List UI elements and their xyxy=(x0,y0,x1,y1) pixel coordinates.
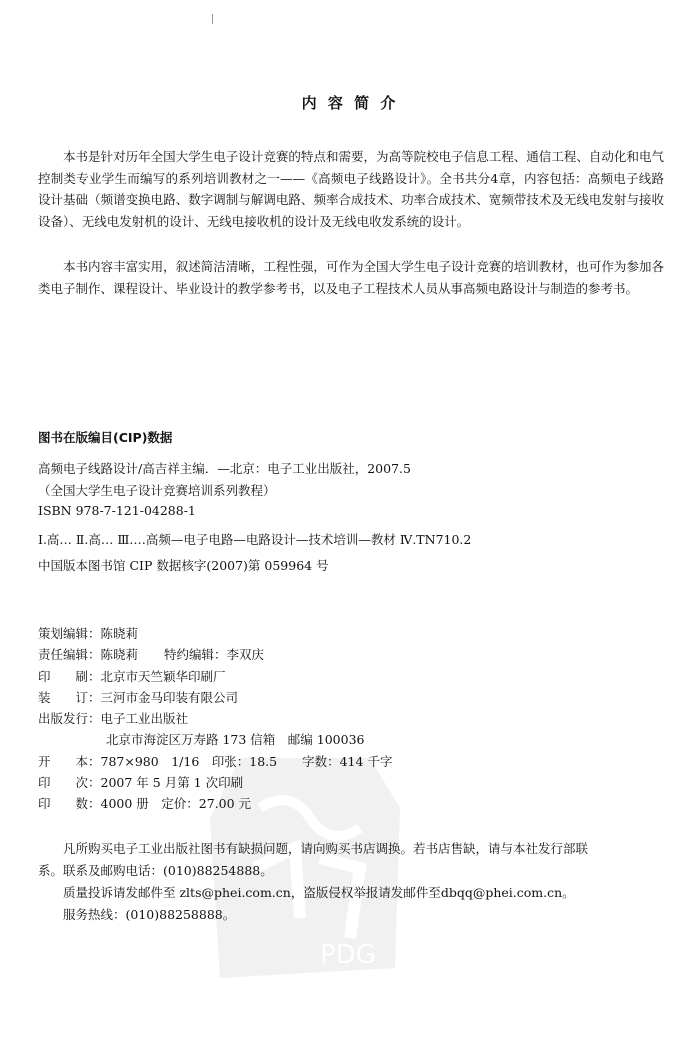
printing-label: 印 刷： xyxy=(38,668,101,684)
intro-paragraph-2: 本书内容丰富实用，叙述简洁清晰，工程性强，可作为全国大学生电子设计竞赛的培训教材，也可作为参加各类电子制作、课程设计、毕业设计的教学参考书，以及电子工程技术人员从事高频电路设计与制造的参考书。 xyxy=(38,259,664,296)
copies-label: 印 数： xyxy=(38,796,101,812)
special-editor-label: 特约编辑： xyxy=(164,647,227,663)
binding-value: 三河市金马印装有限公司 xyxy=(100,689,239,705)
credit-responsible-editor xyxy=(38,645,598,666)
binding-label: 装 订： xyxy=(38,689,101,705)
format-label: 开 本： xyxy=(38,753,101,769)
publisher-label: 出版发行： xyxy=(38,711,101,727)
watermark-text: PDG xyxy=(320,940,376,970)
credit-planning-editor xyxy=(38,624,598,645)
cip-line-series: （全国大学生电子设计竞赛培训系列教程） xyxy=(38,483,276,498)
credit-format xyxy=(38,752,598,773)
notice-line-4: 服务热线：(010)88258888。 xyxy=(63,907,236,922)
notice-line-2: 系。联系及邮购电话：(010)88254888。 xyxy=(38,863,273,878)
credits-block xyxy=(38,624,598,816)
margin-tick-mark xyxy=(212,14,213,24)
publisher-address-value: 北京市海淀区万寿路 173 信箱 邮编 100036 xyxy=(106,732,365,748)
credit-binding xyxy=(38,688,598,709)
responsible-editor-value: 陈晓莉 xyxy=(100,647,139,663)
notice-block xyxy=(38,838,668,926)
credit-publisher-address xyxy=(38,730,598,751)
credit-publisher xyxy=(38,709,598,730)
format-value: 787×980 1/16 印张：18.5 字数：414 千字 xyxy=(100,753,393,769)
cip-line-title: 高频电子线路设计/高吉祥主编．—北京：电子工业出版社，2007.5 xyxy=(38,461,411,476)
edition-label: 印 次： xyxy=(38,775,101,791)
edition-value: 2007 年 5 月第 1 次印刷 xyxy=(100,775,244,791)
cip-line-classification: Ⅰ.高… Ⅱ.高… Ⅲ.…高频—电子电路—电路设计—技术培训—教材 Ⅳ.TN710.2 xyxy=(38,532,472,547)
cip-line-record-number: 中国版本图书馆 CIP 数据核字(2007)第 059964 号 xyxy=(38,558,329,573)
publisher-value: 电子工业出版社 xyxy=(100,711,189,727)
planning-editor-value: 陈晓莉 xyxy=(100,626,139,641)
notice-line-1: 凡所购买电子工业出版社图书有缺损问题，请向购买书店调换。若书店售缺，请与本社发行部联 xyxy=(63,841,589,856)
credit-edition xyxy=(38,773,598,794)
credit-printing xyxy=(38,667,598,688)
page-title: 内 容 简 介 xyxy=(301,94,399,112)
responsible-editor-label: 责任编辑： xyxy=(38,647,101,663)
cip-line-isbn: ISBN 978-7-121-04288-1 xyxy=(38,503,196,518)
intro-paragraph-1: 本书是针对历年全国大学生电子设计竞赛的特点和需要，为高等院校电子信息工程、通信工程、自动化和电气控制类专业学生而编写的系列培训教材之一——《高频电子线路设计》。全书共分4章，内容包括：高频电子线路设计基础（频谱变换电路、数字调制与解调电路、频率合成技术、功率合成技术、宽频带技术及无线电发射与接收设备）、无线电发射机的设计、无线电接收机的设计及无线电收发系统的设计。 xyxy=(38,149,664,229)
planning-editor-label: 策划编辑： xyxy=(38,626,101,641)
credit-copies xyxy=(38,794,598,815)
special-editor-value: 李双庆 xyxy=(226,647,265,663)
copies-value: 4000 册 定价：27.00 元 xyxy=(100,796,252,812)
cip-heading: 图书在版编目(CIP)数据 xyxy=(38,430,173,445)
notice-line-3: 质量投诉请发邮件至 zlts@phei.com.cn，盗版侵权举报请发邮件至dbqq@phei.com.cn。 xyxy=(63,885,575,900)
printing-value: 北京市天竺颖华印刷厂 xyxy=(100,668,226,684)
